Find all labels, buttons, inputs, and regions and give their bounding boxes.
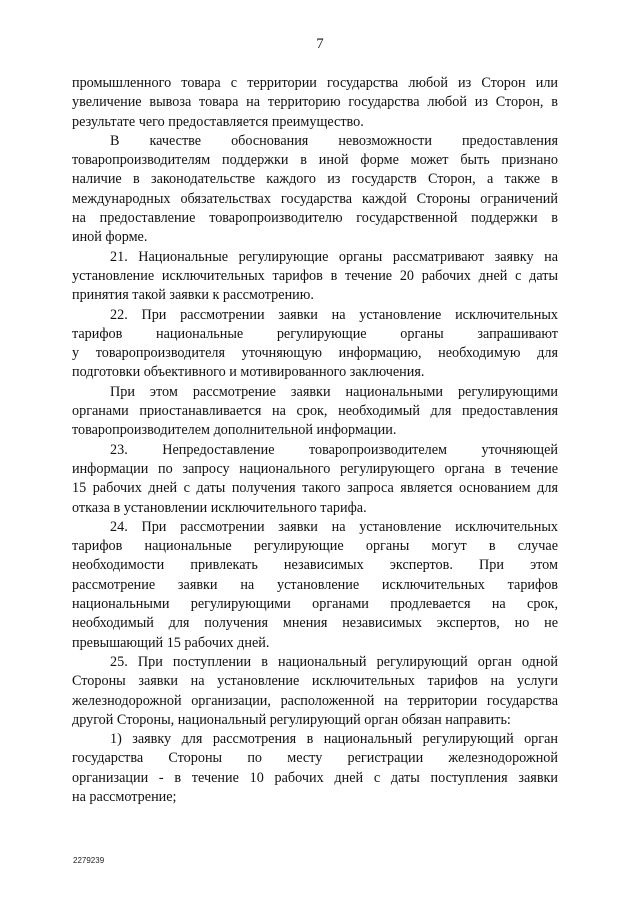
document-code: 2279239 — [73, 856, 105, 865]
text-line: иной форме. — [72, 229, 148, 246]
text-line: результате чего предоставляется преимущество. — [72, 113, 364, 130]
paragraph-p-22 — [72, 306, 558, 383]
text-line: у товаропроизводителя уточняющую информацию, необходимую для — [72, 345, 558, 362]
text-line: тарифов национальные регулирующие органы могут в случае — [72, 538, 558, 555]
text-line: 1) заявку для рассмотрения в национальный регулирующий орган — [110, 731, 558, 748]
paragraph-p-24 — [72, 518, 558, 653]
text-line: товаропроизводителям поддержки в иной форме может быть признано — [72, 152, 558, 169]
paragraph-p-21 — [72, 248, 558, 306]
text-line: товаропроизводителем дополнительной информации. — [72, 422, 397, 439]
text-line: В качестве обоснования невозможности предоставления — [110, 132, 558, 149]
text-line: промышленного товара с территории государства любой из Сторон или — [72, 75, 558, 91]
text-line: информации по запросу национального регулирующего органа в течение — [72, 460, 558, 477]
page-number: 7 — [316, 36, 324, 52]
text-line: установление исключительных тарифов в течение 20 рабочих дней с даты — [72, 267, 558, 284]
text-line: Стороны заявки на установление исключительных тарифов на услуги — [72, 673, 558, 690]
text-line: органами приостанавливается на срок, необходимый для предоставления — [72, 403, 558, 420]
text-line: рассмотрение заявки на установление исключительных тарифов — [72, 576, 558, 593]
paragraph-p-23 — [72, 441, 558, 518]
text-line: тарифов национальные регулирующие органы запрашивают — [72, 325, 558, 342]
paragraph-p-justification — [72, 132, 558, 248]
text-line: железнодорожной организации, расположенной на территории государства — [72, 692, 558, 709]
text-line: отказа в установлении исключительного тарифа. — [72, 499, 367, 516]
text-line: международных обязательствах государства каждой Стороны ограничений — [72, 190, 558, 207]
text-line: другой Стороны, национальный регулирующий орган обязан направить: — [72, 711, 511, 728]
text-line: необходимый для получения мнения независимых экспертов, но не — [72, 615, 558, 632]
paragraph-p-22b — [72, 383, 558, 441]
text-line: 24. При рассмотрении заявки на установление исключительных — [110, 518, 558, 535]
document-body — [72, 74, 558, 807]
text-line: 23. Непредоставление товаропроизводителем уточняющей — [110, 441, 558, 458]
text-line: необходимости привлекать независимых экспертов. При этом — [72, 557, 558, 574]
text-line: 21. Национальные регулирующие органы рассматривают заявку на — [110, 248, 558, 265]
paragraph-p-25 — [72, 653, 558, 730]
text-line: принятия такой заявки к рассмотрению. — [72, 287, 314, 304]
text-line: При этом рассмотрение заявки национальными регулирующими — [110, 383, 558, 400]
text-line: на рассмотрение; — [72, 788, 177, 805]
text-line: 22. При рассмотрении заявки на установление исключительных — [110, 306, 558, 323]
text-line: подготовки объективного и мотивированного заключения. — [72, 364, 425, 381]
text-line: национальными регулирующими органами продлевается на срок, — [72, 596, 558, 613]
text-line: увеличение вывоза товара на территорию государства любой из Сторон, в — [72, 94, 558, 111]
text-line: 25. При поступлении в национальный регулирующий орган одной — [110, 653, 558, 670]
text-line: превышающий 15 рабочих дней. — [72, 634, 270, 651]
text-line: 15 рабочих дней с даты получения такого запроса является основанием для — [72, 480, 558, 497]
text-line: государства Стороны по месту регистрации железнодорожной — [72, 750, 558, 767]
paragraph-p-25-1 — [72, 730, 558, 807]
text-line: наличие в законодательстве каждого из государств Сторон, а также в — [72, 171, 558, 188]
text-line: на предоставление товаропроизводителю государственной поддержки в — [72, 210, 558, 227]
paragraph-p-cont — [72, 74, 558, 132]
text-line: организации - в течение 10 рабочих дней с даты поступления заявки — [72, 769, 558, 786]
